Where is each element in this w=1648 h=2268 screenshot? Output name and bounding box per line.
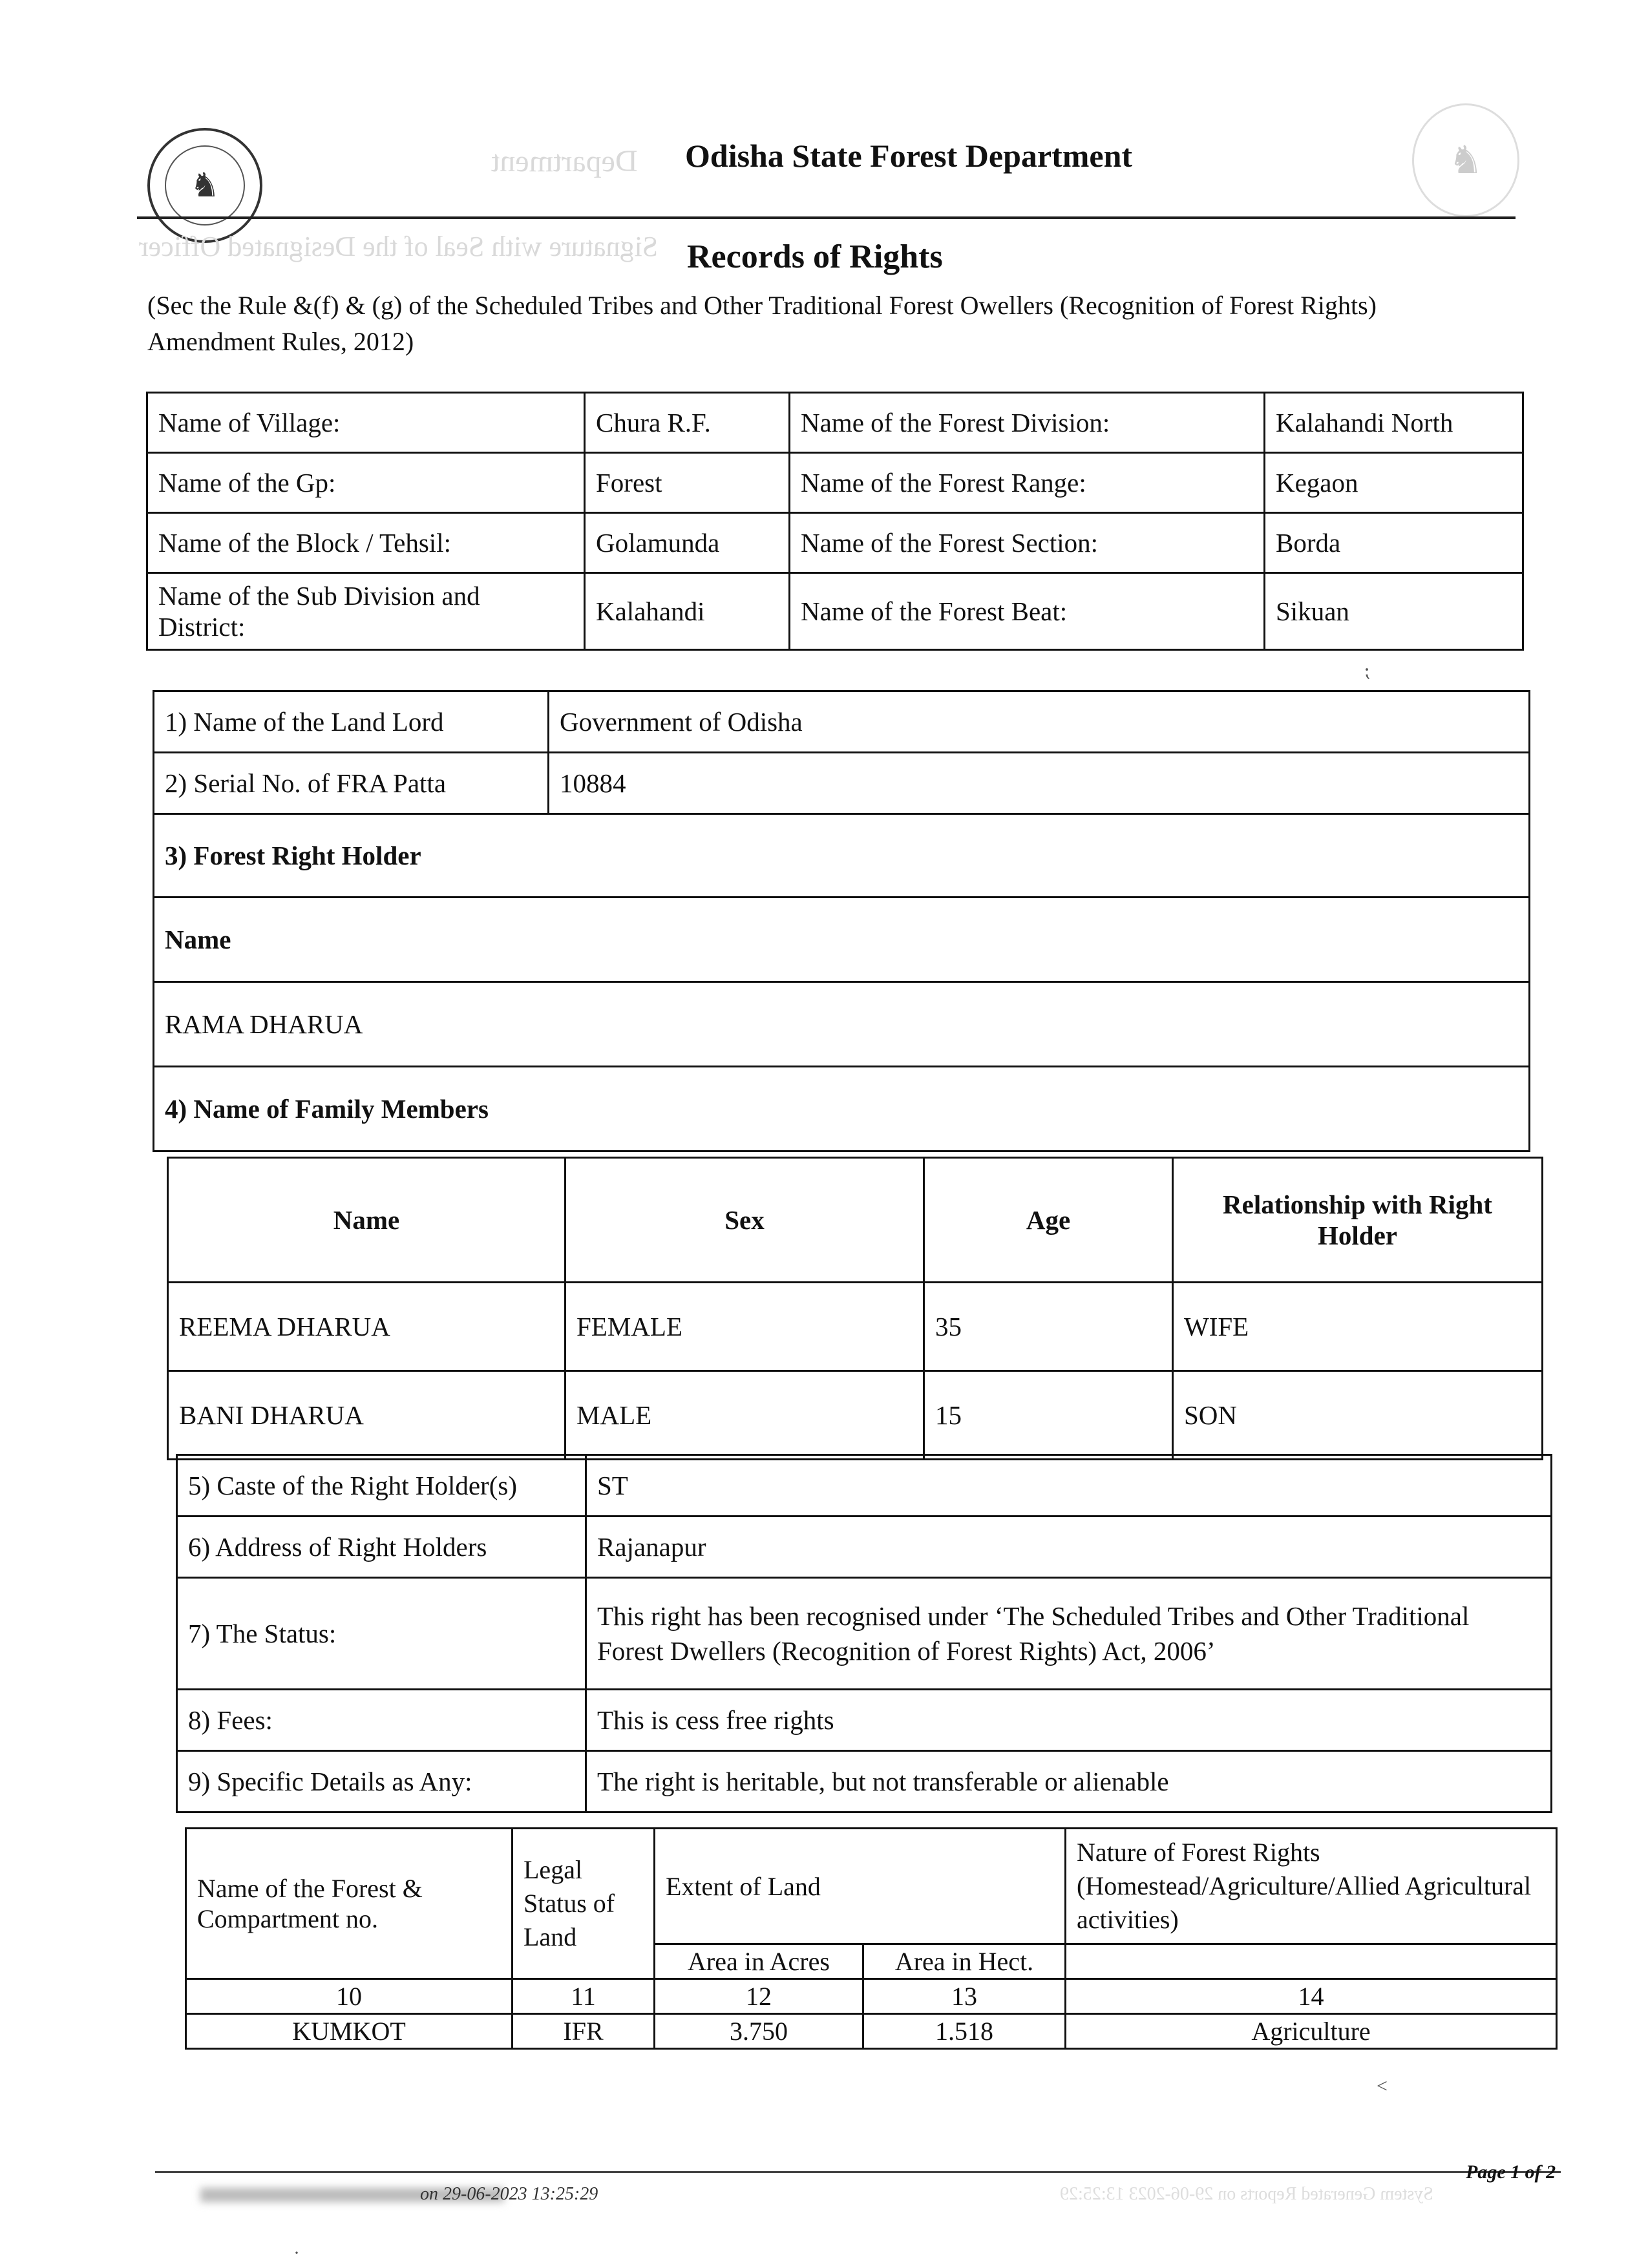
caste-label: 5) Caste of the Right Holder(s) xyxy=(177,1455,586,1517)
faint-seal-watermark: ♞ xyxy=(1412,103,1519,217)
emblem-icon: ♞ xyxy=(165,145,245,226)
table-header-row xyxy=(168,1158,1543,1283)
bleed-through-footer: System Generated Reports on 29-06-2023 13:25:29 xyxy=(1060,2184,1433,2204)
area-acres-value: 3.750 xyxy=(655,2014,863,2049)
header-rule xyxy=(137,216,1516,219)
extent-of-land-header: Extent of Land xyxy=(655,1829,1066,1944)
member-relationship: WIFE xyxy=(1173,1283,1543,1371)
forest-range-value: Kegaon xyxy=(1265,453,1523,513)
land-lord-label: 1) Name of the Land Lord xyxy=(154,691,549,753)
table-row xyxy=(177,1751,1552,1812)
table-row xyxy=(177,1517,1552,1578)
table-row xyxy=(154,898,1530,982)
table-row xyxy=(154,691,1530,753)
column-number: 13 xyxy=(863,1979,1066,2014)
location-table xyxy=(146,392,1524,651)
table-row xyxy=(168,1283,1543,1371)
nature-empty-cell xyxy=(1066,1944,1557,1979)
family-heading: 4) Name of Family Members xyxy=(154,1067,1530,1151)
nature-value: Agriculture xyxy=(1066,2014,1557,2049)
generated-timestamp: on 29-06-2023 13:25:29 xyxy=(420,2184,598,2204)
fees-value: This is cess free rights xyxy=(586,1690,1552,1751)
holder-name: RAMA DHARUA xyxy=(154,982,1530,1067)
table-row xyxy=(168,1371,1543,1460)
caste-value: ST xyxy=(586,1455,1552,1517)
village-value: Chura R.F. xyxy=(585,393,790,453)
family-members-table xyxy=(167,1157,1543,1460)
specific-details-label: 9) Specific Details as Any: xyxy=(177,1751,586,1812)
forest-section-label: Name of the Forest Section: xyxy=(790,513,1265,573)
member-relationship: SON xyxy=(1173,1371,1543,1460)
family-sex-header: Sex xyxy=(565,1158,924,1283)
column-number: 14 xyxy=(1066,1979,1557,2014)
status-label: 7) The Status: xyxy=(177,1578,586,1690)
member-name: BANI DHARUA xyxy=(168,1371,565,1460)
forest-name-value: KUMKOT xyxy=(186,2014,512,2049)
holder-heading: 3) Forest Right Holder xyxy=(154,814,1530,898)
forest-division-label: Name of the Forest Division: xyxy=(790,393,1265,453)
block-value: Golamunda xyxy=(585,513,790,573)
status-value: This right has been recognised under ‘The Scheduled Tribes and Other Traditional Forest Dwellers (Recognition of Forest Rights) Act, 2006’ xyxy=(586,1578,1552,1690)
land-lord-value: Government of Odisha xyxy=(549,691,1530,753)
forest-beat-value: Sikuan xyxy=(1265,573,1523,650)
bleed-through-signature-text: Signature with Seal of the Designated Officer xyxy=(139,231,659,262)
forest-beat-label: Name of the Forest Beat: xyxy=(790,573,1265,650)
legal-status-value: IFR xyxy=(512,2014,655,2049)
village-label: Name of Village: xyxy=(147,393,585,453)
table-row xyxy=(154,753,1530,814)
family-relationship-header: Relationship with Right Holder xyxy=(1173,1158,1543,1283)
forest-section-value: Borda xyxy=(1265,513,1523,573)
sub-division-value: Kalahandi xyxy=(585,573,790,650)
table-row xyxy=(147,393,1523,453)
pen-mark: ⁏ xyxy=(1364,660,1371,681)
block-label: Name of the Block / Tehsil: xyxy=(147,513,585,573)
table-row xyxy=(154,814,1530,898)
right-holder-table xyxy=(153,690,1530,1152)
department-title: Odisha State Forest Department xyxy=(685,138,1133,174)
pen-mark: ˂ xyxy=(1377,2075,1388,2097)
address-label: 6) Address of Right Holders xyxy=(177,1517,586,1578)
land-extent-table xyxy=(185,1827,1558,2050)
table-row xyxy=(147,513,1523,573)
specific-details-value: The right is heritable, but not transferable or alienable xyxy=(586,1751,1552,1812)
member-name: REEMA DHARUA xyxy=(168,1283,565,1371)
member-age: 35 xyxy=(924,1283,1173,1371)
area-acres-header: Area in Acres xyxy=(655,1944,863,1979)
table-row xyxy=(154,982,1530,1067)
table-row xyxy=(186,1979,1557,2014)
column-number: 10 xyxy=(186,1979,512,2014)
pen-mark: · xyxy=(293,2242,300,2263)
footer-rule xyxy=(155,2171,1561,2173)
table-row xyxy=(147,453,1523,513)
gp-value: Forest xyxy=(585,453,790,513)
bleed-through-text: Department xyxy=(491,144,638,178)
member-age: 15 xyxy=(924,1371,1173,1460)
member-sex: MALE xyxy=(565,1371,924,1460)
rights-details-table xyxy=(176,1454,1552,1813)
serial-label: 2) Serial No. of FRA Patta xyxy=(154,753,549,814)
forest-range-label: Name of the Forest Range: xyxy=(790,453,1265,513)
page-title: Records of Rights xyxy=(687,238,943,275)
table-row xyxy=(177,1690,1552,1751)
table-row xyxy=(177,1455,1552,1517)
family-age-header: Age xyxy=(924,1158,1173,1283)
forest-division-value: Kalahandi North xyxy=(1265,393,1523,453)
column-number: 11 xyxy=(512,1979,655,2014)
table-row xyxy=(177,1578,1552,1690)
legal-status-header: Legal Status of Land xyxy=(512,1829,655,1979)
odisha-seal-logo xyxy=(147,128,262,243)
fees-label: 8) Fees: xyxy=(177,1690,586,1751)
table-row xyxy=(147,573,1523,650)
table-row xyxy=(154,1067,1530,1151)
table-header-row xyxy=(186,1829,1557,1944)
sub-division-label: Name of the Sub Division and District: xyxy=(147,573,585,650)
area-hect-value: 1.518 xyxy=(863,2014,1066,2049)
family-name-header: Name xyxy=(168,1158,565,1283)
page-subtitle: (Sec the Rule &(f) & (g) of the Scheduled Tribes and Other Traditional Forest Owellers (Recognition of Forest Rights) Amendment Rules, 2012) xyxy=(147,291,1377,356)
column-number: 12 xyxy=(655,1979,863,2014)
serial-value: 10884 xyxy=(549,753,1530,814)
nature-of-rights-header: Nature of Forest Rights (Homestead/Agriculture/Allied Agricultural activities) xyxy=(1066,1829,1557,1944)
name-heading: Name xyxy=(154,898,1530,982)
member-sex: FEMALE xyxy=(565,1283,924,1371)
gp-label: Name of the Gp: xyxy=(147,453,585,513)
address-value: Rajanapur xyxy=(586,1517,1552,1578)
table-row xyxy=(186,2014,1557,2049)
page-number: Page 1 of 2 xyxy=(1466,2161,1556,2183)
area-hect-header: Area in Hect. xyxy=(863,1944,1066,1979)
forest-compartment-header: Name of the Forest & Compartment no. xyxy=(186,1829,512,1979)
